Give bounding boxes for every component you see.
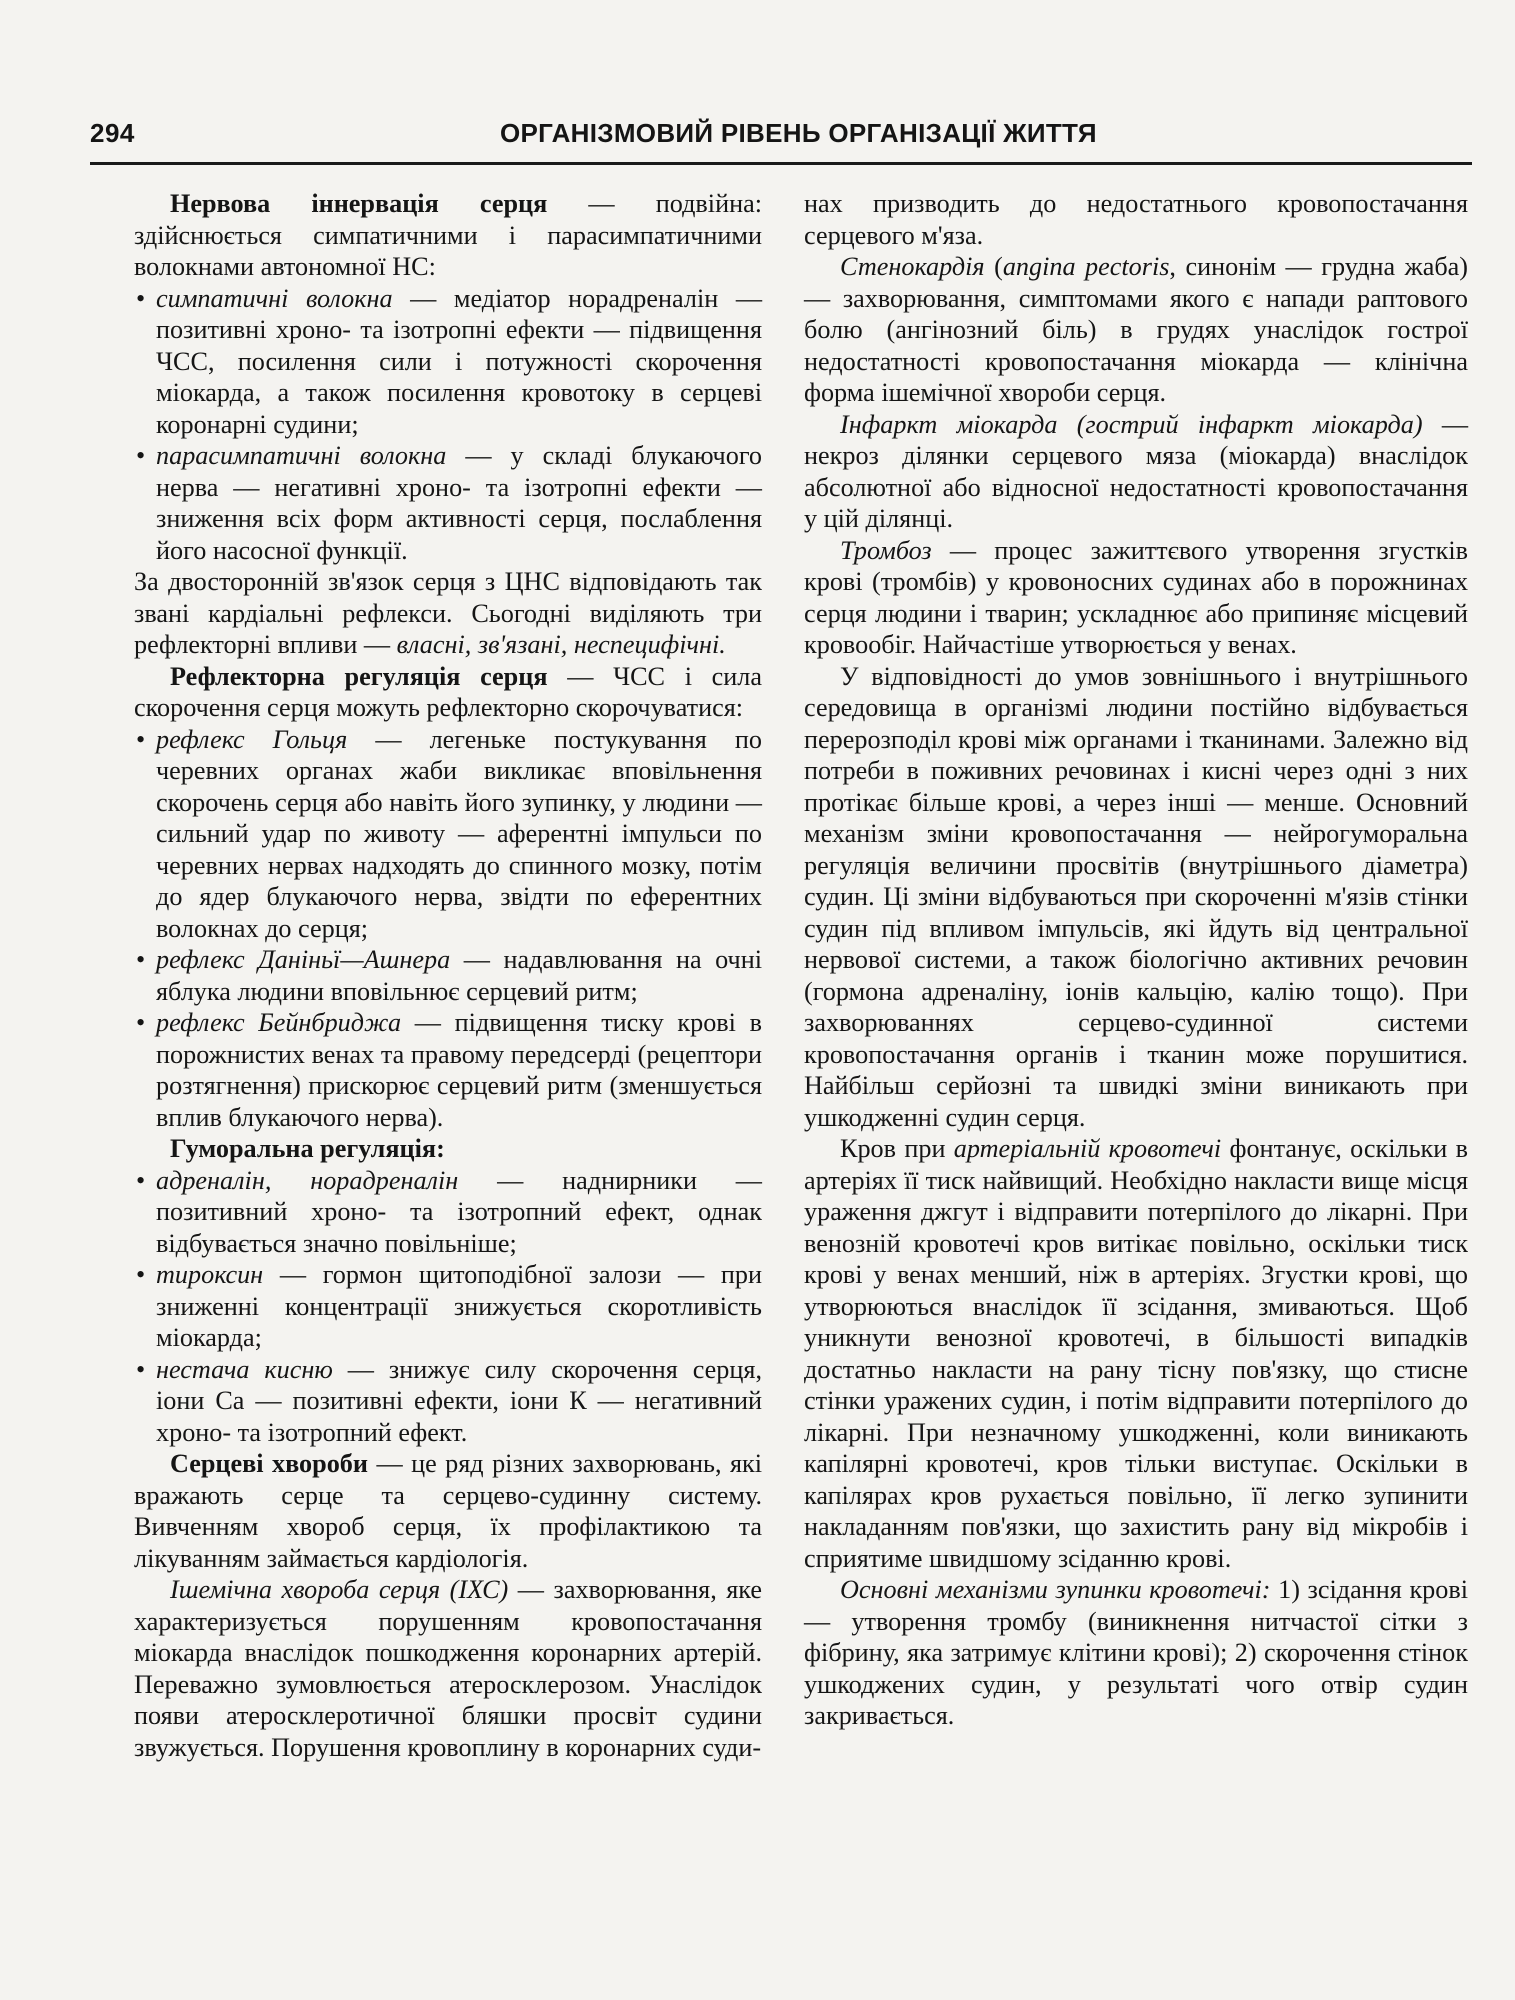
list-text: — підвищення тиску крові в порожнистих венах та правому передсерді (рецептори розтягнення) прискорює серцевий ритм (зменшується вплив блукаючого нерва). <box>156 1008 762 1132</box>
left-column <box>134 188 762 1763</box>
list-item <box>134 944 762 1007</box>
infarct-paragraph <box>804 409 1468 535</box>
angina-paren: ( <box>984 252 1003 281</box>
angina-text: , синонім — грудна жаба) — захворювання, симптомами якого є напади раптового болю (ангінозний біль) в грудях унаслідок гострої недостатності кровопостачання міокарда — клінічна форма ішемічної хвороби серця. <box>804 252 1468 407</box>
angina-latin: angina pectoris <box>1002 252 1170 281</box>
reflex-intro-italic: власні, зв'язані, неспецифічні. <box>396 630 726 659</box>
innervation-text: — подвійна: здійснюється симпатичними і парасимпатичними волокнами автономної НС: <box>134 189 762 281</box>
list-term: тироксин <box>156 1260 264 1289</box>
reflex-text: — ЧСС і сила скорочення серця можуть рефлекторно скорочуватися: <box>134 661 762 722</box>
ihd-paragraph <box>134 1574 762 1763</box>
list-text: — у складі блукаючого нерва — негативні хроно- та ізотропні ефекти — зниження всіх форм активності серця, послаблення його насосної функції. <box>156 441 763 565</box>
list-item <box>134 724 762 945</box>
list-text: — гормон щитоподібної залози — при зниженні концентрації знижується скоротливість міокарда; <box>156 1260 762 1352</box>
redistribution-paragraph: У відповідності до умов зовнішнього і внутрішнього середовища в організмі людини постійно відбувається перерозподіл крові між органами і тканинами. Залежно від потреби в поживних речовинах і кисні через одні з них протікає більше крові, а через інші — менше. Основний механізм зміни кровопостачання — нейрогуморальна регуляція величини просвітів (внутрішнього діаметра) судин. Ці зміни відбуваються при скороченні м'язів стінки судин під впливом імпульсів, які йдуть від центральної нервової системи, а також біологічно активних речовин (гормона адреналіну, іонів кальцію, калію тощо). При захворюваннях серцево-судинної системи кровопостачання органів і тканин може порушитися. Найбільш серйозні та швидкі зміни виникають при ушкодженні судин серця. <box>804 661 1468 1132</box>
list-text: — наднирники — позитивний хроно- та ізотропний ефект, однак відбувається значно повільніше; <box>156 1165 762 1258</box>
page-number: 294 <box>90 118 135 148</box>
right-column <box>804 188 1468 1732</box>
humoral-heading <box>134 1133 762 1165</box>
angina-term: Стенокардія <box>840 252 985 281</box>
list-item <box>134 1165 762 1260</box>
reflex-intro-text: За двосторонній зв'язок серця з ЦНС відповідають так звані кардіальні рефлекси. Сьогодні виділяють три рефлекторні впливи — <box>134 567 762 659</box>
reflex-intro-paragraph <box>134 566 762 661</box>
reflex-list <box>134 724 762 1134</box>
list-item <box>134 1007 762 1133</box>
ihd-term: Ішемічна хвороба серця (ІХС) <box>170 1575 509 1604</box>
diseases-paragraph <box>134 1448 762 1574</box>
thrombosis-text: — процес зажиттєвого утворення згустків крові (тромбів) у кровоносних судинах або в порожнинах серця людини і тварин; ускладнює або припиняє місцевий кровообіг. Найчастіше утворюється у венах. <box>804 535 1468 659</box>
bleeding-before: Кров при <box>840 1134 954 1163</box>
innervation-title: Нервова іннервація серця <box>170 189 548 218</box>
thrombosis-term: Тромбоз <box>840 535 932 565</box>
list-text: — знижує силу скорочення серця, іони Са — позитивні ефекти, іони К — негативний хроно- та ізотропний ефект. <box>156 1354 762 1447</box>
bleeding-term: артеріальній кровотечі <box>953 1134 1222 1163</box>
diseases-text: — це ряд різних захворювань, які вражають серце та серцево-судинну систему. Вивченням хвороб серця, їх профілактикою та лікуванням займається кардіологія. <box>134 1449 762 1573</box>
list-term: нестача кисню <box>156 1354 333 1384</box>
ihd-text: — захворювання, яке характеризується порушенням кровопостачання міокарда внаслідок пошкодження коронарних артерій. Переважно зумовлюється атеросклерозом. Унаслідок появи атеросклеротичної бляшки просвіт судини звужується. Порушення кровоплину в коронарних суди- <box>134 1575 762 1762</box>
list-item <box>134 283 762 441</box>
infarct-term: Інфаркт міокарда (гострий інфаркт міокарда) <box>840 409 1423 439</box>
list-item <box>134 440 762 566</box>
list-term: рефлекс Даніньї—Ашнера <box>156 945 451 974</box>
list-text: — легеньке постукування по черевних органах жаби викликає вповільнення скорочень серця або навіть його зупинку, у людини — сильний удар по животу — аферентні імпульси по черевних нервах надходять до спинного мозку, потім до ядер блукаючого нерва, звідти по еферентних волокнах до серця; <box>156 724 762 943</box>
mechanisms-term: Основні механізми зупинки кровотечі: <box>840 1575 1271 1604</box>
list-item <box>134 1259 762 1354</box>
bleeding-text: фонтанує, оскільки в артеріях її тиск найвищий. Необхідно накласти вище місця ураження джгут і відправити потерпілого до лікарні. При венозній кровотечі кров витікає повільно, оскільки тиск крові у венах менший, ніж в артеріях. Згустки крові, що утворюються внаслідок її зсідання, змиваються. Щоб уникнути венозної кровотечі, в більшості випадків достатньо накласти на рану тісну пов'язку, що стисне стінки уражених судин, і потім відправити потерпілого до лікарні. При незначному ушкодженні, коли виникають капілярні кровотечі, кров тільки виступає. Оскільки в капілярах кров рухається повільно, її легко зупинити накладанням пов'язки, що захистить рану від мікробів і сприятиме швидшому зсіданню крові. <box>804 1134 1468 1573</box>
infarct-text: — некроз ділянки серцевого мяза (міокарда) внаслідок абсолютної або відносної недостатності кровопостачання у цій ділянці. <box>804 409 1469 533</box>
list-term: парасимпатичні волокна <box>156 441 447 470</box>
innervation-paragraph <box>134 188 762 283</box>
ihd-continuation: нах призводить до недостатнього кровопостачання серцевого м'яза. <box>804 189 1468 250</box>
list-term: рефлекс Гольця <box>156 724 348 754</box>
mechanisms-paragraph <box>804 1574 1468 1732</box>
list-text: — медіатор норадреналін — позитивні хроно- та ізотропні ефекти — підвищення ЧСС, посилення сили і потужності скорочення міокарда, а також посилення кровотоку в серцеві коронарні судини; <box>156 283 763 439</box>
list-term: адреналін, норадреналін <box>156 1165 459 1195</box>
reflex-title: Рефлекторна регуляція серця <box>170 661 548 691</box>
reflex-paragraph <box>134 661 762 724</box>
diseases-title: Серцеві хвороби <box>170 1449 368 1478</box>
angina-paragraph <box>804 251 1468 409</box>
mechanisms-text: 1) зсідання крові — утворення тромбу (виникнення нитчастої сітки з фібрину, яка затримує клітини крові); 2) скорочення стінок ушкоджених судин, у результаті чого отвір судин закривається. <box>804 1575 1468 1730</box>
list-item <box>134 1354 762 1449</box>
humoral-list <box>134 1165 762 1449</box>
page-header <box>90 110 1472 165</box>
list-term: рефлекс Бейнбриджа <box>156 1008 402 1037</box>
thrombosis-paragraph <box>804 535 1468 661</box>
running-title: ОРГАНІЗМОВИЙ РІВЕНЬ ОРГАНІЗАЦІЇ ЖИТТЯ <box>500 118 1097 148</box>
list-term: симпатичні волокна <box>156 283 393 313</box>
bleeding-paragraph <box>804 1133 1468 1574</box>
humoral-title: Гуморальна регуляція: <box>170 1134 445 1163</box>
innervation-list <box>134 283 762 567</box>
list-text: — надавлювання на очні яблука людини вповільнює серцевий ритм; <box>156 945 763 1006</box>
